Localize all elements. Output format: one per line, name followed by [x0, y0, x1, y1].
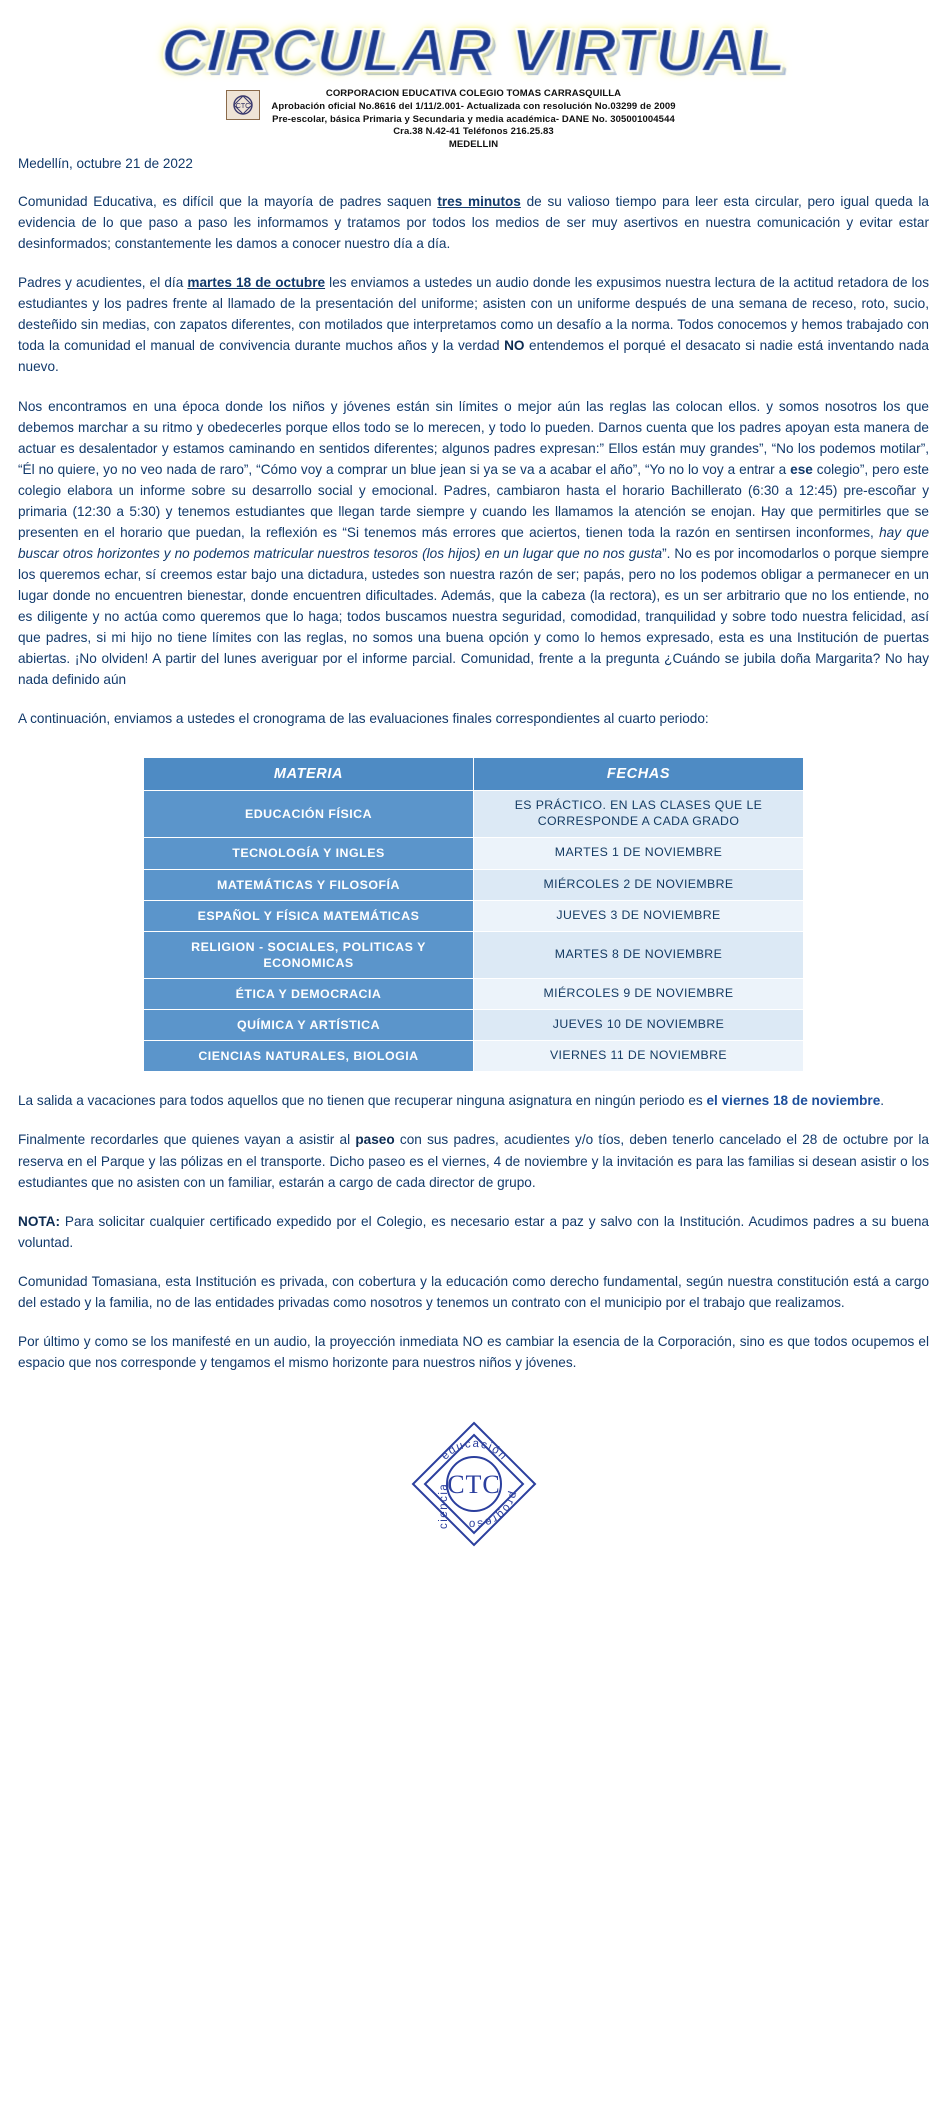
document-header — [18, 14, 929, 151]
paragraph-7 — [18, 1211, 929, 1253]
svg-text:progreso: progreso — [466, 1490, 519, 1531]
exam-schedule-table — [143, 757, 804, 1072]
column-header-fechas: FECHAS — [474, 758, 804, 791]
org-line-3: Pre-escolar, básica Primaria y Secundaria y media académica- DANE No. 305001004544 — [272, 113, 675, 125]
p6-text-b: con sus padres, acudientes y/o tíos, deben tenerlo cancelado el 28 de octubre por la reserva en el Parque y las pólizas en el transporte. Dicho paseo es el viernes, 4 de noviembre y la invitación es para las familias si desean asistir o los estudiantes que no asisten con un familiar, estarán a cargo de cada director de grupo. — [18, 1132, 929, 1190]
p2-text-c: entendemos el porqué el desacato si nadie está inventando nada nuevo. — [18, 338, 929, 375]
subject-cell: ESPAÑOL Y FÍSICA MATEMÁTICAS — [144, 900, 474, 931]
p2-emphasis-date: martes 18 de octubre — [187, 275, 326, 291]
paragraph-3 — [18, 396, 929, 691]
date-cell: MARTES 8 DE NOVIEMBRE — [474, 931, 804, 978]
p2-bold-no: NO — [504, 338, 525, 354]
column-header-materia: MATERIA — [144, 758, 474, 791]
paragraph-4: A continuación, enviamos a ustedes el cronograma de las evaluaciones finales correspondientes al cuarto periodo: — [18, 711, 709, 727]
table-row — [144, 869, 804, 900]
date-cell: JUEVES 3 DE NOVIEMBRE — [474, 900, 804, 931]
organization-info — [18, 88, 929, 152]
p3-text-a: Nos encontramos en una época donde los niños y jóvenes están sin límites o mejor aún las reglas las colocan ellos. y somos nosotros los que debemos marchar a su ritmo y obedecerles porque ellos todo se lo merecen, y todo lo pueden. Darnos cuenta que los padres apoyan esta manera de actuar es desalentador y estamos caminando en sentidos diferentes; algunos padres expresan:” Ellos están muy grandes”, “No los podemos motilar”, “Él no quiere, yo no veo nada de raro”, “Cómo voy a comprar un blue jean si ya se va a acabar el año”, “Yo no lo voy a entrar a — [18, 398, 929, 477]
table-row — [144, 900, 804, 931]
svg-text:CTC: CTC — [446, 1470, 501, 1500]
svg-text:educación: educación — [438, 1437, 510, 1464]
subject-cell: EDUCACIÓN FÍSICA — [144, 791, 474, 838]
date-cell: VIERNES 11 DE NOVIEMBRE — [474, 1041, 804, 1072]
p3-italic-quote: hay que buscar otros horizontes y no podemos matricular nuestros tesoros (los hijos) en un lugar que no nos gusta — [18, 524, 929, 561]
org-line-4: Cra.38 N.42-41 Teléfonos 216.25.83 — [393, 126, 554, 138]
paragraph-2 — [18, 272, 929, 377]
org-line-1: CORPORACION EDUCATIVA COLEGIO TOMAS CARRASQUILLA — [325, 88, 622, 99]
table-row — [144, 791, 804, 838]
p1-emphasis: tres minutos — [437, 194, 521, 209]
p1-text-a: Comunidad Educativa, es difícil que la mayoría de padres saquen — [18, 194, 438, 209]
paragraph-9: Por último y como se los manifesté en un audio, la proyección inmediata NO es cambiar la esencia de la Corporación, sino es que todos ocupemos el espacio que nos corresponde y tengamos el mismo horizonte para nuestros niños y jóvenes. — [18, 1333, 929, 1370]
paragraph-6 — [18, 1129, 929, 1192]
subject-cell: ÉTICA Y DEMOCRACIA — [144, 979, 474, 1010]
p7-label-nota: NOTA: — [18, 1213, 61, 1229]
date-cell: MARTES 1 DE NOVIEMBRE — [474, 838, 804, 869]
table-row — [144, 838, 804, 869]
p3-text-b: colegio”, pero este colegio elabora un informe sobre su desarrollo social y emocional. Padres, cambiaron hasta el horario Bachillerato (6:30 a 12:45) pre-escoñar y primaria (12:30 a 5:30) y tenemos estudiantes que llegan tarde siempre y cuando les llamamos la atención se enojan. Hay que permitirles que se presenten en el horario que puedan, la reflexión es “Si tenemos más errores que aciertos, tienen toda la razón en sentirsen inconformes, — [18, 461, 929, 540]
p2-text-a: Padres y acudientes, el día — [18, 275, 188, 291]
subject-cell: QUÍMICA Y ARTÍSTICA — [144, 1010, 474, 1041]
p2-text-b: les enviamos a ustedes un audio donde les expusimos nuestra lectura de la actitud retadora de los estudiantes y los padres frente al llamado de la presentación del uniforme; asisten con un uniforme después de una semana de receso, roto, sucio, desteñido sin medias, con zapatos diferentes, con motilados que interpretamos como un desafío a la norma. Todos conocemos y hemos trabajado con toda la comunidad el manual de convivencia durante muchos años y la verdad — [18, 275, 929, 354]
cec-diamond-logo-icon — [409, 1419, 539, 1549]
p5-text-a: La salida a vacaciones para todos aquellos que no tienen que recuperar ninguna asignatura en ningún periodo es — [18, 1093, 707, 1109]
p6-text-a: Finalmente recordarles que quienes vayan a asistir al — [18, 1132, 356, 1148]
p3-bold-ese: ese — [790, 461, 813, 477]
table-row — [144, 979, 804, 1010]
p1-text-b: de su valioso tiempo para leer esta circular, pero igual queda la evidencia de lo que paso a paso les informamos y tratamos por todos los medios de ser muy asertivos en nuestra comunicación y evitar estar desinformados; constantemente les damos a conocer nuestro día a día. — [18, 194, 929, 252]
date-cell: MIÉRCOLES 2 DE NOVIEMBRE — [474, 869, 804, 900]
table-header-row — [144, 758, 804, 791]
paragraph-8: Comunidad Tomasiana, esta Institución es privada, con cobertura y la educación como derecho fundamental, según nuestra constitución está a cargo del estado y la familia, no de las entidades privadas como nosotros y tenemos un contrato con el municipio por el trabajo que realizamos. — [18, 1273, 929, 1310]
p6-bold-paseo: paseo — [355, 1132, 395, 1148]
wordart-title — [15, 16, 932, 86]
subject-cell: CIENCIAS NATURALES, BIOLOGIA — [144, 1041, 474, 1072]
date-cell: JUEVES 10 DE NOVIEMBRE — [474, 1010, 804, 1041]
date-cell: MIÉRCOLES 9 DE NOVIEMBRE — [474, 979, 804, 1010]
wordart-title-text: CIRCULAR VIRTUAL — [159, 16, 788, 86]
paragraph-5 — [18, 1090, 929, 1111]
p3-text-c: ”. No es por incomodarlos o porque siempre los queremos echar, sí creemos estar bajo una dictadura, ustedes son nuestra razón de ser; papás, pero no los podemos obligar a permanecer en un lugar donde no encuentren bienestar, donde encuentren dificultades. Además, que la cabeza (la rectora), es un ser arbitrario que no los entiende, no es diligente y no actúa como queremos que lo haga; todos buscamos nuestra seguridad, comodidad, tranquilidad y sobre todo nuestra felicidad, así que padres, si mi hijo no tiene límites con las reglas, no somos una buena opción y como lo hemos expresado, esta es una Institución de puertas abiertas. ¡No olviden! A partir del lunes averiguar por el informe parcial. Comunidad, frente a la pregunta ¿Cuándo se jubila doña Margarita? No hay nada definido aún — [18, 545, 929, 688]
table-row — [144, 1010, 804, 1041]
table-row — [144, 931, 804, 978]
org-line-5: MEDELLIN — [448, 139, 499, 151]
org-line-2: Aprobación oficial No.8616 del 1/11/2.001- Actualizada con resolución No.03299 de 2009 — [271, 100, 676, 112]
subject-cell: TECNOLOGÍA Y INGLES — [144, 838, 474, 869]
subject-cell: RELIGION - SOCIALES, POLITICAS Y ECONOMICAS — [144, 931, 474, 978]
date-line: Medellín, octubre 21 de 2022 — [18, 156, 193, 171]
p7-text: Para solicitar cualquier certificado expedido por el Colegio, es necesario estar a paz y salvo con la Institución. Acudimos padres a su buena voluntad. — [18, 1213, 929, 1250]
p5-text-b: . — [880, 1093, 885, 1109]
p5-bold-vacation-date: el viernes 18 de noviembre — [706, 1093, 881, 1109]
circular-document — [0, 14, 947, 2108]
svg-text:ciencia: ciencia — [437, 1482, 450, 1530]
paragraph-1 — [18, 191, 929, 254]
table-row — [144, 1041, 804, 1072]
subject-cell: MATEMÁTICAS Y FILOSOFÍA — [144, 869, 474, 900]
svg-text:CTC: CTC — [235, 103, 251, 110]
date-cell: ES PRÁCTICO. EN LAS CLASES QUE LE CORRESPONDE A CADA GRADO — [474, 791, 804, 838]
